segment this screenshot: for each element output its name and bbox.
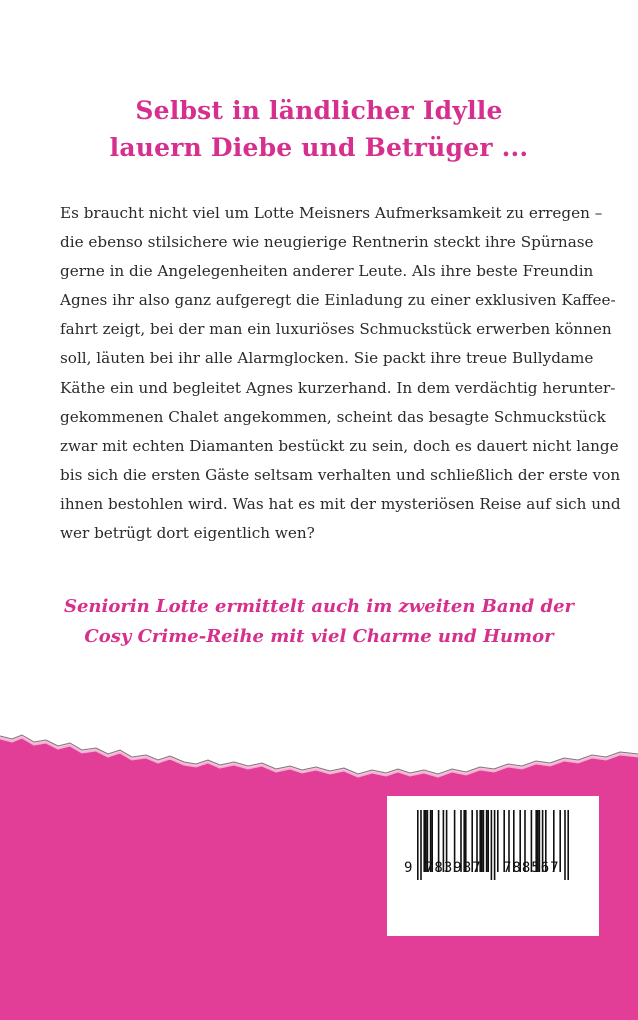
tagline-line-1: Seniorin Lotte ermittelt auch im zweiten Band der [63, 596, 575, 617]
barcode-box [387, 796, 599, 936]
blurb-line: zwar mit echten Diamanten bestückt zu sein, doch es dauert nicht lange [60, 436, 619, 455]
blurb-line: ihnen bestohlen wird. Was hat es mit der mysteriösen Reise auf sich und [60, 494, 621, 513]
isbn-lead-digit: 9 [404, 860, 413, 876]
barcode-bar [564, 810, 566, 880]
blurb-line: Es braucht nicht viel um Lotte Meisners Aufmerksamkeit zu erregen – [60, 204, 603, 222]
blurb-line: wer betrügt dort eigentlich wen? [60, 524, 315, 543]
blurb-line: bis sich die ersten Gäste seltsam verhalten und schließlich der erste von [60, 465, 621, 484]
headline-line-2: lauern Diebe und Betrüger ... [109, 133, 529, 162]
blurb-line: soll, läuten bei ihr alle Alarmglocken. Sie packt ihre treue Bullydame [60, 349, 594, 368]
barcode-bar [420, 810, 422, 880]
barcode-bar [483, 810, 485, 872]
tagline-line-2: Cosy Crime-Reihe mit viel Charme und Humor [84, 626, 554, 647]
isbn-group-1: 783987 [425, 860, 482, 876]
barcode-bar [417, 810, 419, 880]
barcode [387, 796, 599, 936]
blurb-line: Käthe ein und begleitet Agnes kurzerhand. In dem verdächtig herunter- [60, 378, 616, 397]
barcode-bar [487, 810, 489, 872]
barcode-bar [567, 810, 569, 880]
headline-line-1: Selbst in ländlicher Idylle [135, 96, 503, 125]
blurb-line: gerne in die Angelegenheiten anderer Leute. Als ihre beste Freundin [60, 262, 594, 281]
blurb-line: gekommenen Chalet angekommen, scheint das besagte Schmuckstück [60, 407, 606, 426]
barcode-bar [494, 810, 496, 880]
blurb-line: die ebenso stilsichere wie neugierige Rentnerin steckt ihre Spürnase [60, 233, 594, 252]
blurb-line: Agnes ihr also ganz aufgeregt die Einladung zu einer exklusiven Kaffee- [60, 291, 616, 310]
barcode-bar [497, 810, 499, 872]
blurb-line: fahrt zeigt, bei der man ein luxuriöses Schmuckstück erwerben können [60, 320, 612, 339]
barcode-bar [486, 810, 488, 872]
isbn-group-2: 788567 [503, 860, 560, 876]
barcode-bar [559, 810, 561, 872]
barcode-bar [491, 810, 493, 880]
